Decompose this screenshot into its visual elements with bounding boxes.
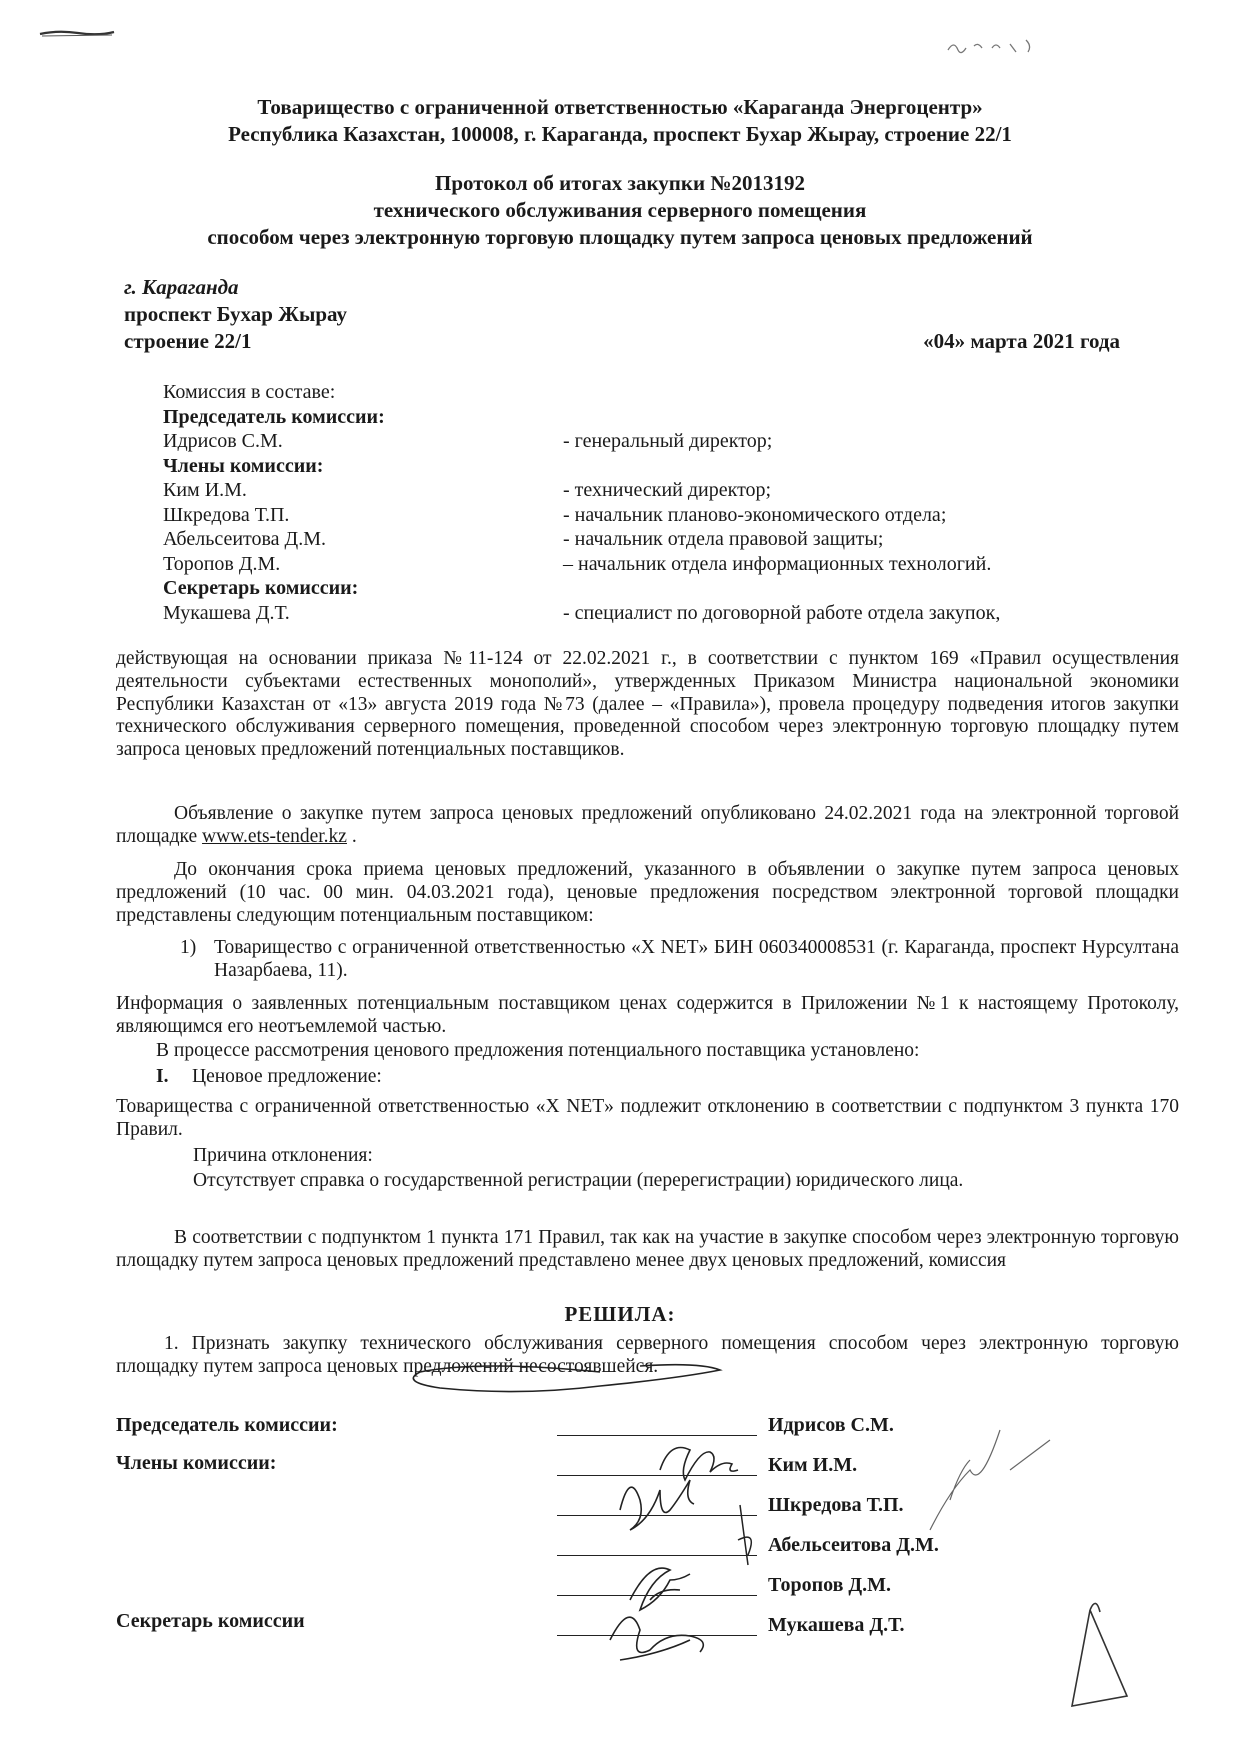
paragraph-prices-info: Информация о заявленных потенциальным поставщиком ценах содержится в Приложении №1 к настоящему Протоколу, являющимся его неотъемлемой частью. (116, 993, 1179, 1037)
commission-row (163, 552, 1000, 577)
chair-name: Идрисов С.М. (163, 430, 283, 452)
price-offer-label: Ценовое предложение: (192, 1066, 382, 1087)
signatory-name: Идрисов С.М. (768, 1414, 894, 1436)
organization-header (120, 94, 1120, 148)
ets-tender-link[interactable]: www.ets-tender.kz (202, 825, 347, 847)
paragraph-rejection: Товарищества с ограниченной ответственностью «X NET» подлежит отклонению в соответствии с подпунктом 3 пункта 170 Правил. (116, 1096, 1179, 1140)
signatory-name: Шкредова Т.П. (768, 1494, 904, 1516)
member-role: - начальник планово-экономического отдела; (563, 503, 947, 526)
signature-shkredova (620, 1480, 694, 1530)
paragraph-resolution: 1. Признать закупку технического обслуживания серверного помещения способом через электронную торговую площадку путем запроса ценовых предложений несостоявшейся. (116, 1333, 1179, 1377)
signatory-name: Торопов Д.М. (768, 1574, 892, 1596)
commission-row (163, 601, 1000, 626)
organization-address: Республика Казахстан, 100008, г. Караганда, проспект Бухар Жырау, строение 22/1 (228, 122, 1012, 146)
chair-role: - генеральный директор; (563, 430, 773, 452)
protocol-date: «04» марта 2021 года (923, 329, 1120, 353)
paragraph-decision-basis: В соответствии с подпунктом 1 пункта 171 Правил, так как на участие в закупке способом через электронную торговую площадку путем запроса ценовых предложений представлено менее двух ценовых предложений, комиссия (116, 1227, 1179, 1271)
secretary-signature-label: Секретарь комиссии (116, 1610, 305, 1632)
corner-stroke-mark (38, 28, 116, 38)
signature-faint-right (930, 1430, 1050, 1530)
commission-row (163, 503, 1000, 528)
protocol-title-line-1: Протокол об итогах закупки №2013192 (435, 171, 805, 195)
commission-row (163, 527, 1000, 552)
paragraph-review: В процессе рассмотрения ценового предложения потенциального поставщика установлено: (156, 1040, 920, 1061)
secretary-name: Мукашева Д.Т. (163, 601, 290, 624)
signature-line (557, 1474, 757, 1476)
rejection-reason-text: Отсутствует справка о государственной регистрации (перерегистрации) юридического лица. (193, 1170, 964, 1191)
supplier-list-item (180, 937, 1179, 983)
member-name: Торопов Д.М. (163, 552, 281, 575)
member-name: Шкредова Т.П. (163, 503, 290, 526)
members-signature-label: Члены комиссии: (116, 1452, 277, 1474)
signature-toropov (630, 1568, 690, 1610)
signature-corner-triangle (1072, 1603, 1127, 1706)
chair-signature-label: Председатель комиссии: (116, 1414, 338, 1436)
signature-mukasheva (610, 1617, 703, 1660)
place-block (124, 274, 347, 355)
protocol-title (120, 170, 1120, 251)
supplier-text: Товарищество с ограниченной ответственностью «X NET» БИН 060340008531 (г. Караганда, проспект Нурсултана Назарбаева, 11). (214, 937, 1179, 981)
member-role: - начальник отдела правовой защиты; (563, 528, 884, 550)
commission-block (163, 380, 1000, 625)
commission-intro: Комиссия в составе: (163, 381, 336, 403)
chair-heading: Председатель комиссии: (163, 405, 385, 428)
resolved-heading: РЕШИЛА: (564, 1302, 676, 1326)
roman-numeral: I. (156, 1066, 169, 1087)
announcement-end: . (346, 825, 357, 847)
rejection-reason-label: Причина отклонения: (193, 1145, 373, 1166)
announcement-text: Объявление о закупке путем запроса ценовых предложений опубликовано 24.02.2021 года на электронной торговой площадке (116, 803, 1179, 847)
signature-line (557, 1514, 757, 1516)
member-name: Абельсеитова Д.М. (163, 528, 326, 550)
signatory-name: Абельсеитова Д.М. (768, 1534, 939, 1556)
signature-line (557, 1434, 757, 1436)
paragraph-basis: действующая на основании приказа №11-124 от 22.02.2021 г., в соответствии с пунктом 169 «Правил осуществления деятельности субъектами естественных монополий», утвержденных Приказом Министра национальной экономики Республики Казахстан от «13» августа 2019 года №73 (далее – «Правила»), провела процедуру подведения итогов закупки технического обслуживания серверного помещения, проведенной способом через электронную торговую площадку путем запроса ценовых предложений потенциальных поставщиков. (116, 648, 1179, 761)
member-role: – начальник отдела информационных технологий. (563, 552, 992, 575)
organization-name: Товарищество с ограниченной ответственностью «Караганда Энергоцентр» (257, 95, 983, 119)
protocol-title-line-2: технического обслуживания серверного помещения (373, 198, 867, 222)
commission-row (163, 429, 1000, 454)
signatory-name: Ким И.М. (768, 1454, 858, 1476)
place-street: проспект Бухар Жырау (124, 302, 347, 326)
members-heading: Члены комиссии: (163, 454, 324, 477)
protocol-title-line-3: способом через электронную торговую площадку путем запроса ценовых предложений (207, 225, 1033, 249)
place-city: г. Караганда (124, 275, 239, 299)
commission-row (163, 478, 1000, 503)
price-offer-heading (156, 1066, 1176, 1089)
paragraph-announcement (116, 803, 1179, 849)
signature-line (557, 1634, 757, 1636)
member-role: - технический директор; (563, 479, 772, 501)
secretary-role: - специалист по договорной работе отдела закупок, (563, 601, 1001, 624)
signature-line (557, 1594, 757, 1596)
list-number: 1) (180, 937, 197, 958)
place-building: строение 22/1 (124, 329, 252, 353)
corner-handwritten-note (940, 30, 1050, 60)
member-name: Ким И.М. (163, 479, 247, 501)
paragraph-submissions: До окончания срока приема ценовых предложений, указанного в объявлении о закупке путем запроса ценовых предложений (10 час. 00 мин. 04.03.2021 года), ценовые предложения посредством электронной торговой площадки представлены следующим потенциальным поставщиком: (116, 859, 1179, 926)
signature-line (557, 1554, 757, 1556)
signatory-name: Мукашева Д.Т. (768, 1614, 905, 1636)
secretary-heading: Секретарь комиссии: (163, 577, 359, 599)
